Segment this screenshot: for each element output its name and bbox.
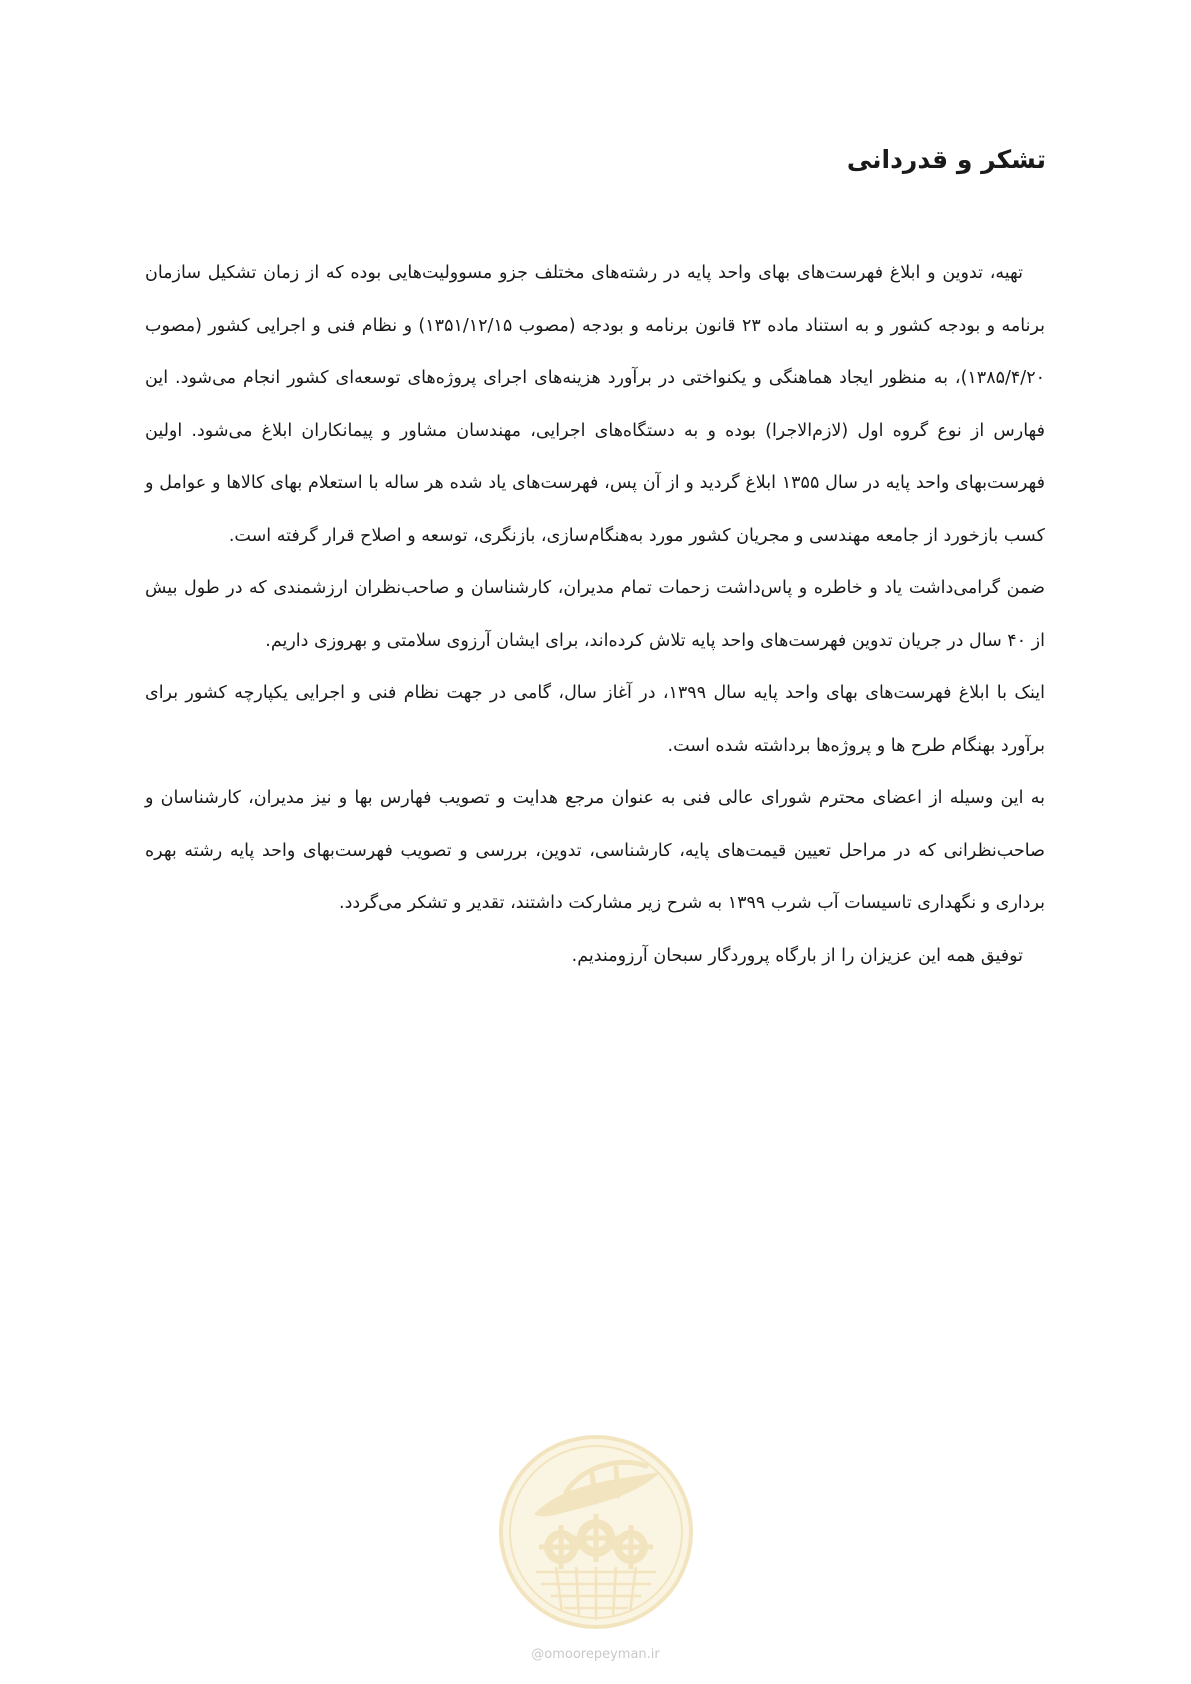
body-text xyxy=(145,247,1045,982)
paragraph-commemoration: ضمن گرامی‌داشت یاد و خاطره و پاس‌داشت زحمات تمام مدیران، کارشناسان و صاحب‌نظران ارزشمندی که در طول بیش از ۴۰ سال در جریان تدوین فهرست‌های واحد پایه تلاش کرده‌اند، برای ایشان آرزوی سلامتی و بهروزی داریم. xyxy=(145,578,1045,651)
paragraph-acknowledgement: به این وسیله از اعضای محترم شورای عالی فنی به عنوان مرجع هدایت و تصویب فهارس بها و نیز مدیران، کارشناسان و صاحب‌نظرانی که در مراحل تعیین قیمت‌های پایه، کارشناسی، تدوین، بررسی و تصویب فهرست‌بهای واحد پایه رشته بهره برداری و نگهداری تاسیسات آب شرب ۱۳۹۹ به شرح زیر مشارکت داشتند، تقدیر و تشکر می‌گردد. xyxy=(145,788,1045,913)
paragraph-announcement: اینک با ابلاغ فهرست‌های بهای واحد پایه سال ۱۳۹۹، در آغاز سال، گامی در جهت نظام فنی و اجرایی یکپارچه کشور برای برآورد بهنگام طرح ها و پروژه‌ها برداشته شده است. xyxy=(145,683,1045,756)
paragraph-closing: توفیق همه این عزیزان را از بارگاه پروردگار سبحان آرزومندیم. xyxy=(571,945,1023,966)
paragraph-history: تهیه، تدوین و ابلاغ فهرست‌های بهای واحد پایه در رشته‌های مختلف جزو مسوولیت‌هایی بوده که از زمان تشکیل سازمان برنامه و بودجه کشور و به استناد ماده ۲۳ قانون برنامه و بودجه (مصوب ۱۳۵۱/۱۲/۱۵) و نظام فنی و اجرایی کشور (مصوب ۱۳۸۵/۴/۲۰)، به منظور ایجاد هماهنگی و یکنواختی در برآورد هزینه‌های اجرای پروژه‌های توسعه‌ای کشور انجام می‌شود. این فهارس از نوع گروه اول (لازم‌الاجرا) بوده و به دستگاه‌های اجرایی، مهندسان مشاور و پیمانکاران ابلاغ می‌شود. اولین فهرست‌بهای واحد پایه در سال ۱۳۵۵ ابلاغ گردید و از آن پس، فهرست‌های یاد شده هر ساله با استعلام بهای کالاها و عوامل و کسب بازخورد از جامعه مهندسی و مجریان کشور مورد به‌هنگام‌سازی، بازنگری، توسعه و اصلاح قرار گرفته است. xyxy=(145,263,1045,546)
omoore-peyman-logo-icon xyxy=(496,1432,696,1632)
website-url: @omoorepeyman.ir xyxy=(531,1647,660,1662)
page-title: تشکر و قدردانی xyxy=(846,145,1046,174)
